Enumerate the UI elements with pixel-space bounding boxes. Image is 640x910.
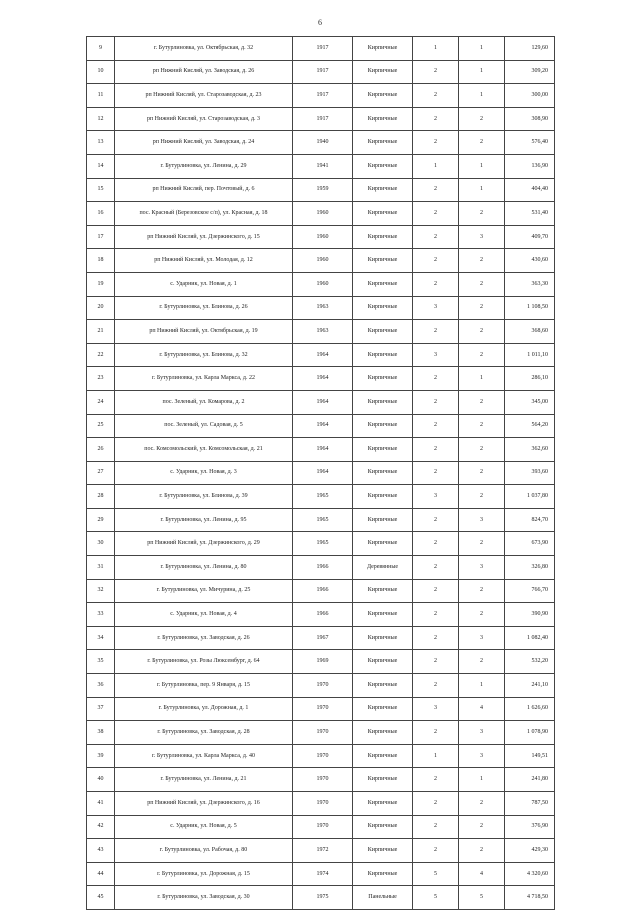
area-cell: 576,40 xyxy=(505,131,555,155)
table-row xyxy=(87,202,555,226)
address-cell: г. Бутурлиновка, ул. Блинова, д. 32 xyxy=(115,343,293,367)
entrances-cell: 2 xyxy=(459,296,505,320)
address-cell: г. Бутурлиновка, ул. Блинова, д. 26 xyxy=(115,296,293,320)
entrances-cell: 2 xyxy=(459,390,505,414)
floors-cell: 2 xyxy=(413,438,459,462)
floors-cell: 2 xyxy=(413,626,459,650)
address-cell: с. Ударник, ул. Новая, д. 5 xyxy=(115,815,293,839)
table-row xyxy=(87,84,555,108)
address-cell: г. Бутурлиновка, ул. Заводская, д. 30 xyxy=(115,886,293,910)
floors-cell: 2 xyxy=(413,721,459,745)
year-built-cell: 1917 xyxy=(293,107,353,131)
row-number-cell: 15 xyxy=(87,178,115,202)
floors-cell: 2 xyxy=(413,603,459,627)
year-built-cell: 1960 xyxy=(293,202,353,226)
wall-material-cell: Кирпичные xyxy=(353,508,413,532)
floors-cell: 2 xyxy=(413,461,459,485)
row-number-cell: 20 xyxy=(87,296,115,320)
area-cell: 309,20 xyxy=(505,60,555,84)
address-cell: г. Бутурлиновка, ул. Заводская, д. 26 xyxy=(115,626,293,650)
wall-material-cell: Кирпичные xyxy=(353,414,413,438)
address-cell: рп Нижний Кисляй, ул. Дзержинского, д. 15 xyxy=(115,225,293,249)
entrances-cell: 1 xyxy=(459,178,505,202)
wall-material-cell: Кирпичные xyxy=(353,320,413,344)
entrances-cell: 3 xyxy=(459,225,505,249)
floors-cell: 2 xyxy=(413,390,459,414)
area-cell: 532,20 xyxy=(505,650,555,674)
entrances-cell: 3 xyxy=(459,508,505,532)
row-number-cell: 19 xyxy=(87,272,115,296)
year-built-cell: 1960 xyxy=(293,272,353,296)
table-row xyxy=(87,296,555,320)
year-built-cell: 1960 xyxy=(293,225,353,249)
year-built-cell: 1970 xyxy=(293,744,353,768)
wall-material-cell: Кирпичные xyxy=(353,674,413,698)
year-built-cell: 1972 xyxy=(293,839,353,863)
floors-cell: 3 xyxy=(413,485,459,509)
wall-material-cell: Кирпичные xyxy=(353,650,413,674)
address-cell: с. Ударник, ул. Новая, д. 1 xyxy=(115,272,293,296)
entrances-cell: 2 xyxy=(459,272,505,296)
wall-material-cell: Кирпичные xyxy=(353,792,413,816)
table-row xyxy=(87,37,555,61)
wall-material-cell: Кирпичные xyxy=(353,367,413,391)
wall-material-cell: Кирпичные xyxy=(353,626,413,650)
address-cell: рп Нижний Кисляй, ул. Старозаводская, д. 23 xyxy=(115,84,293,108)
wall-material-cell: Кирпичные xyxy=(353,438,413,462)
wall-material-cell: Кирпичные xyxy=(353,862,413,886)
year-built-cell: 1960 xyxy=(293,249,353,273)
table-row xyxy=(87,343,555,367)
table-row xyxy=(87,154,555,178)
address-cell: г. Бутурлиновка, ул. Дорожная, д. 1 xyxy=(115,697,293,721)
row-number-cell: 9 xyxy=(87,37,115,61)
address-cell: рп Нижний Кисляй, ул. Молодая, д. 12 xyxy=(115,249,293,273)
row-number-cell: 42 xyxy=(87,815,115,839)
area-cell: 1 626,60 xyxy=(505,697,555,721)
wall-material-cell: Кирпичные xyxy=(353,84,413,108)
table-row xyxy=(87,674,555,698)
entrances-cell: 2 xyxy=(459,414,505,438)
table-row xyxy=(87,249,555,273)
year-built-cell: 1970 xyxy=(293,768,353,792)
address-cell: г. Бутурлиновка, ул. Ленина, д. 80 xyxy=(115,556,293,580)
row-number-cell: 37 xyxy=(87,697,115,721)
row-number-cell: 26 xyxy=(87,438,115,462)
wall-material-cell: Кирпичные xyxy=(353,815,413,839)
year-built-cell: 1970 xyxy=(293,697,353,721)
area-cell: 308,90 xyxy=(505,107,555,131)
row-number-cell: 44 xyxy=(87,862,115,886)
year-built-cell: 1964 xyxy=(293,343,353,367)
year-built-cell: 1970 xyxy=(293,815,353,839)
entrances-cell: 2 xyxy=(459,343,505,367)
row-number-cell: 35 xyxy=(87,650,115,674)
address-cell: г. Бутурлиновка, ул. Рабочая, д. 80 xyxy=(115,839,293,863)
area-cell: 1 011,10 xyxy=(505,343,555,367)
entrances-cell: 2 xyxy=(459,131,505,155)
floors-cell: 2 xyxy=(413,249,459,273)
wall-material-cell: Кирпичные xyxy=(353,60,413,84)
table-row xyxy=(87,721,555,745)
wall-material-cell: Кирпичные xyxy=(353,839,413,863)
area-cell: 363,30 xyxy=(505,272,555,296)
year-built-cell: 1959 xyxy=(293,178,353,202)
floors-cell: 2 xyxy=(413,60,459,84)
floors-cell: 1 xyxy=(413,37,459,61)
floors-cell: 2 xyxy=(413,225,459,249)
year-built-cell: 1974 xyxy=(293,862,353,886)
year-built-cell: 1965 xyxy=(293,532,353,556)
entrances-cell: 3 xyxy=(459,744,505,768)
floors-cell: 5 xyxy=(413,886,459,910)
area-cell: 286,10 xyxy=(505,367,555,391)
area-cell: 136,90 xyxy=(505,154,555,178)
table-row xyxy=(87,225,555,249)
table-row xyxy=(87,438,555,462)
year-built-cell: 1940 xyxy=(293,131,353,155)
area-cell: 824,70 xyxy=(505,508,555,532)
address-cell: рп Нижний Кисляй, ул. Дзержинского, д. 29 xyxy=(115,532,293,556)
entrances-cell: 2 xyxy=(459,485,505,509)
table-row xyxy=(87,650,555,674)
wall-material-cell: Кирпичные xyxy=(353,697,413,721)
table-row xyxy=(87,886,555,910)
year-built-cell: 1970 xyxy=(293,721,353,745)
area-cell: 673,90 xyxy=(505,532,555,556)
entrances-cell: 2 xyxy=(459,650,505,674)
entrances-cell: 2 xyxy=(459,815,505,839)
year-built-cell: 1963 xyxy=(293,296,353,320)
row-number-cell: 33 xyxy=(87,603,115,627)
entrances-cell: 1 xyxy=(459,367,505,391)
address-cell: г. Бутурлиновка, ул. Ленина, д. 29 xyxy=(115,154,293,178)
area-cell: 300,00 xyxy=(505,84,555,108)
table-row xyxy=(87,461,555,485)
area-cell: 129,60 xyxy=(505,37,555,61)
address-cell: пос. Комсомольский, ул. Комсомольская, д. 21 xyxy=(115,438,293,462)
year-built-cell: 1966 xyxy=(293,556,353,580)
table-row xyxy=(87,532,555,556)
table-row xyxy=(87,815,555,839)
address-cell: с. Ударник, ул. Новая, д. 4 xyxy=(115,603,293,627)
wall-material-cell: Кирпичные xyxy=(353,768,413,792)
table-row xyxy=(87,839,555,863)
row-number-cell: 45 xyxy=(87,886,115,910)
entrances-cell: 2 xyxy=(459,107,505,131)
wall-material-cell: Кирпичные xyxy=(353,178,413,202)
entrances-cell: 2 xyxy=(459,579,505,603)
entrances-cell: 1 xyxy=(459,37,505,61)
page-number: 6 xyxy=(318,18,322,27)
table-row xyxy=(87,579,555,603)
row-number-cell: 25 xyxy=(87,414,115,438)
floors-cell: 2 xyxy=(413,674,459,698)
floors-cell: 2 xyxy=(413,414,459,438)
wall-material-cell: Кирпичные xyxy=(353,461,413,485)
year-built-cell: 1970 xyxy=(293,674,353,698)
area-cell: 368,60 xyxy=(505,320,555,344)
entrances-cell: 4 xyxy=(459,697,505,721)
address-cell: г. Бутурлиновка, ул. Заводская, д. 28 xyxy=(115,721,293,745)
floors-cell: 2 xyxy=(413,320,459,344)
wall-material-cell: Кирпичные xyxy=(353,202,413,226)
table-row xyxy=(87,131,555,155)
year-built-cell: 1964 xyxy=(293,390,353,414)
floors-cell: 2 xyxy=(413,84,459,108)
wall-material-cell: Кирпичные xyxy=(353,485,413,509)
address-cell: с. Ударник, ул. Новая, д. 3 xyxy=(115,461,293,485)
table-row xyxy=(87,485,555,509)
row-number-cell: 29 xyxy=(87,508,115,532)
entrances-cell: 2 xyxy=(459,603,505,627)
area-cell: 430,60 xyxy=(505,249,555,273)
address-cell: г. Бутурлиновка, ул. Карла Маркса, д. 22 xyxy=(115,367,293,391)
table-row xyxy=(87,272,555,296)
row-number-cell: 12 xyxy=(87,107,115,131)
area-cell: 393,60 xyxy=(505,461,555,485)
floors-cell: 2 xyxy=(413,202,459,226)
entrances-cell: 1 xyxy=(459,84,505,108)
area-cell: 4 718,50 xyxy=(505,886,555,910)
year-built-cell: 1967 xyxy=(293,626,353,650)
floors-cell: 2 xyxy=(413,107,459,131)
wall-material-cell: Кирпичные xyxy=(353,579,413,603)
table-row xyxy=(87,768,555,792)
wall-material-cell: Кирпичные xyxy=(353,272,413,296)
row-number-cell: 13 xyxy=(87,131,115,155)
wall-material-cell: Деревянные xyxy=(353,556,413,580)
floors-cell: 2 xyxy=(413,768,459,792)
floors-cell: 2 xyxy=(413,650,459,674)
year-built-cell: 1917 xyxy=(293,84,353,108)
row-number-cell: 43 xyxy=(87,839,115,863)
entrances-cell: 2 xyxy=(459,202,505,226)
area-cell: 149,51 xyxy=(505,744,555,768)
address-cell: рп Нижний Кисляй, ул. Заводская, д. 24 xyxy=(115,131,293,155)
floors-cell: 2 xyxy=(413,131,459,155)
row-number-cell: 34 xyxy=(87,626,115,650)
area-cell: 241,10 xyxy=(505,674,555,698)
wall-material-cell: Кирпичные xyxy=(353,154,413,178)
table-row xyxy=(87,792,555,816)
area-cell: 1 082,40 xyxy=(505,626,555,650)
floors-cell: 2 xyxy=(413,556,459,580)
floors-cell: 3 xyxy=(413,697,459,721)
area-cell: 326,80 xyxy=(505,556,555,580)
row-number-cell: 18 xyxy=(87,249,115,273)
table-row xyxy=(87,556,555,580)
floors-cell: 2 xyxy=(413,792,459,816)
row-number-cell: 17 xyxy=(87,225,115,249)
table-row xyxy=(87,626,555,650)
entrances-cell: 1 xyxy=(459,674,505,698)
row-number-cell: 31 xyxy=(87,556,115,580)
entrances-cell: 4 xyxy=(459,862,505,886)
row-number-cell: 16 xyxy=(87,202,115,226)
address-cell: г. Бутурлиновка, ул. Мичурина, д. 25 xyxy=(115,579,293,603)
year-built-cell: 1965 xyxy=(293,485,353,509)
floors-cell: 3 xyxy=(413,296,459,320)
address-cell: пос. Зеленый, ул. Комарова, д. 2 xyxy=(115,390,293,414)
wall-material-cell: Кирпичные xyxy=(353,721,413,745)
area-cell: 409,70 xyxy=(505,225,555,249)
entrances-cell: 3 xyxy=(459,556,505,580)
area-cell: 4 320,60 xyxy=(505,862,555,886)
address-cell: г. Бутурлиновка, ул. Ленина, д. 95 xyxy=(115,508,293,532)
row-number-cell: 39 xyxy=(87,744,115,768)
year-built-cell: 1917 xyxy=(293,60,353,84)
row-number-cell: 11 xyxy=(87,84,115,108)
year-built-cell: 1966 xyxy=(293,603,353,627)
entrances-cell: 3 xyxy=(459,721,505,745)
row-number-cell: 30 xyxy=(87,532,115,556)
year-built-cell: 1964 xyxy=(293,414,353,438)
address-cell: рп Нижний Кисляй, ул. Старозаводская, д. 3 xyxy=(115,107,293,131)
table-row xyxy=(87,178,555,202)
address-cell: рп Нижний Кисляй, ул. Октябрьская, д. 19 xyxy=(115,320,293,344)
floors-cell: 2 xyxy=(413,839,459,863)
area-cell: 429,30 xyxy=(505,839,555,863)
wall-material-cell: Кирпичные xyxy=(353,532,413,556)
area-cell: 787,50 xyxy=(505,792,555,816)
table-row xyxy=(87,744,555,768)
wall-material-cell: Кирпичные xyxy=(353,343,413,367)
row-number-cell: 10 xyxy=(87,60,115,84)
row-number-cell: 41 xyxy=(87,792,115,816)
entrances-cell: 2 xyxy=(459,320,505,344)
wall-material-cell: Кирпичные xyxy=(353,744,413,768)
area-cell: 404,40 xyxy=(505,178,555,202)
entrances-cell: 2 xyxy=(459,532,505,556)
floors-cell: 2 xyxy=(413,508,459,532)
row-number-cell: 24 xyxy=(87,390,115,414)
floors-cell: 2 xyxy=(413,815,459,839)
area-cell: 1 078,90 xyxy=(505,721,555,745)
wall-material-cell: Кирпичные xyxy=(353,249,413,273)
floors-cell: 1 xyxy=(413,154,459,178)
area-cell: 362,60 xyxy=(505,438,555,462)
row-number-cell: 28 xyxy=(87,485,115,509)
address-cell: пос. Красный (Березовское с/п), ул. Красная, д. 18 xyxy=(115,202,293,226)
floors-cell: 1 xyxy=(413,744,459,768)
table-row xyxy=(87,508,555,532)
wall-material-cell: Кирпичные xyxy=(353,225,413,249)
row-number-cell: 38 xyxy=(87,721,115,745)
area-cell: 376,90 xyxy=(505,815,555,839)
year-built-cell: 1964 xyxy=(293,367,353,391)
row-number-cell: 21 xyxy=(87,320,115,344)
year-built-cell: 1917 xyxy=(293,37,353,61)
address-cell: рп Нижний Кисляй, пер. Почтовый, д. 6 xyxy=(115,178,293,202)
year-built-cell: 1966 xyxy=(293,579,353,603)
table-row xyxy=(87,414,555,438)
floors-cell: 2 xyxy=(413,579,459,603)
row-number-cell: 27 xyxy=(87,461,115,485)
row-number-cell: 40 xyxy=(87,768,115,792)
area-cell: 390,90 xyxy=(505,603,555,627)
year-built-cell: 1964 xyxy=(293,438,353,462)
entrances-cell: 2 xyxy=(459,839,505,863)
entrances-cell: 5 xyxy=(459,886,505,910)
table-row xyxy=(87,390,555,414)
table-row xyxy=(87,107,555,131)
year-built-cell: 1969 xyxy=(293,650,353,674)
wall-material-cell: Панельные xyxy=(353,886,413,910)
address-cell: рп Нижний Кисляй, ул. Заводская, д. 26 xyxy=(115,60,293,84)
year-built-cell: 1941 xyxy=(293,154,353,178)
area-cell: 1 108,50 xyxy=(505,296,555,320)
wall-material-cell: Кирпичные xyxy=(353,131,413,155)
address-cell: г. Бутурлиновка, ул. Блинова, д. 39 xyxy=(115,485,293,509)
table-row xyxy=(87,862,555,886)
table-row xyxy=(87,697,555,721)
area-cell: 564,20 xyxy=(505,414,555,438)
area-cell: 531,40 xyxy=(505,202,555,226)
entrances-cell: 1 xyxy=(459,768,505,792)
year-built-cell: 1975 xyxy=(293,886,353,910)
table-body xyxy=(87,37,555,910)
year-built-cell: 1965 xyxy=(293,508,353,532)
year-built-cell: 1964 xyxy=(293,461,353,485)
address-cell: г. Бутурлиновка, ул. Карла Маркса, д. 40 xyxy=(115,744,293,768)
entrances-cell: 3 xyxy=(459,626,505,650)
floors-cell: 5 xyxy=(413,862,459,886)
wall-material-cell: Кирпичные xyxy=(353,37,413,61)
row-number-cell: 32 xyxy=(87,579,115,603)
entrances-cell: 2 xyxy=(459,792,505,816)
year-built-cell: 1970 xyxy=(293,792,353,816)
table-row xyxy=(87,60,555,84)
address-cell: г. Бутурлиновка, пер. 9 Января, д. 15 xyxy=(115,674,293,698)
area-cell: 241,80 xyxy=(505,768,555,792)
housing-registry-table xyxy=(86,36,555,910)
area-cell: 1 037,80 xyxy=(505,485,555,509)
floors-cell: 2 xyxy=(413,272,459,296)
table-row xyxy=(87,320,555,344)
area-cell: 766,70 xyxy=(505,579,555,603)
entrances-cell: 2 xyxy=(459,249,505,273)
entrances-cell: 1 xyxy=(459,154,505,178)
address-cell: рп Нижний Кисляй, ул. Дзержинского, д. 16 xyxy=(115,792,293,816)
address-cell: пос. Зеленый, ул. Садовая, д. 5 xyxy=(115,414,293,438)
wall-material-cell: Кирпичные xyxy=(353,107,413,131)
table-row xyxy=(87,603,555,627)
row-number-cell: 36 xyxy=(87,674,115,698)
wall-material-cell: Кирпичные xyxy=(353,296,413,320)
wall-material-cell: Кирпичные xyxy=(353,603,413,627)
floors-cell: 2 xyxy=(413,532,459,556)
row-number-cell: 23 xyxy=(87,367,115,391)
floors-cell: 2 xyxy=(413,178,459,202)
address-cell: г. Бутурлиновка, ул. Октябрьская, д. 32 xyxy=(115,37,293,61)
address-cell: г. Бутурлиновка, ул. Ленина, д. 21 xyxy=(115,768,293,792)
entrances-cell: 2 xyxy=(459,461,505,485)
floors-cell: 3 xyxy=(413,343,459,367)
wall-material-cell: Кирпичные xyxy=(353,390,413,414)
floors-cell: 2 xyxy=(413,367,459,391)
address-cell: г. Бутурлиновка, ул. Дорожная, д. 15 xyxy=(115,862,293,886)
table-row xyxy=(87,367,555,391)
area-cell: 345,00 xyxy=(505,390,555,414)
row-number-cell: 22 xyxy=(87,343,115,367)
entrances-cell: 2 xyxy=(459,438,505,462)
year-built-cell: 1963 xyxy=(293,320,353,344)
address-cell: г. Бутурлиновка, ул. Розы Люксембург, д. 64 xyxy=(115,650,293,674)
row-number-cell: 14 xyxy=(87,154,115,178)
entrances-cell: 1 xyxy=(459,60,505,84)
